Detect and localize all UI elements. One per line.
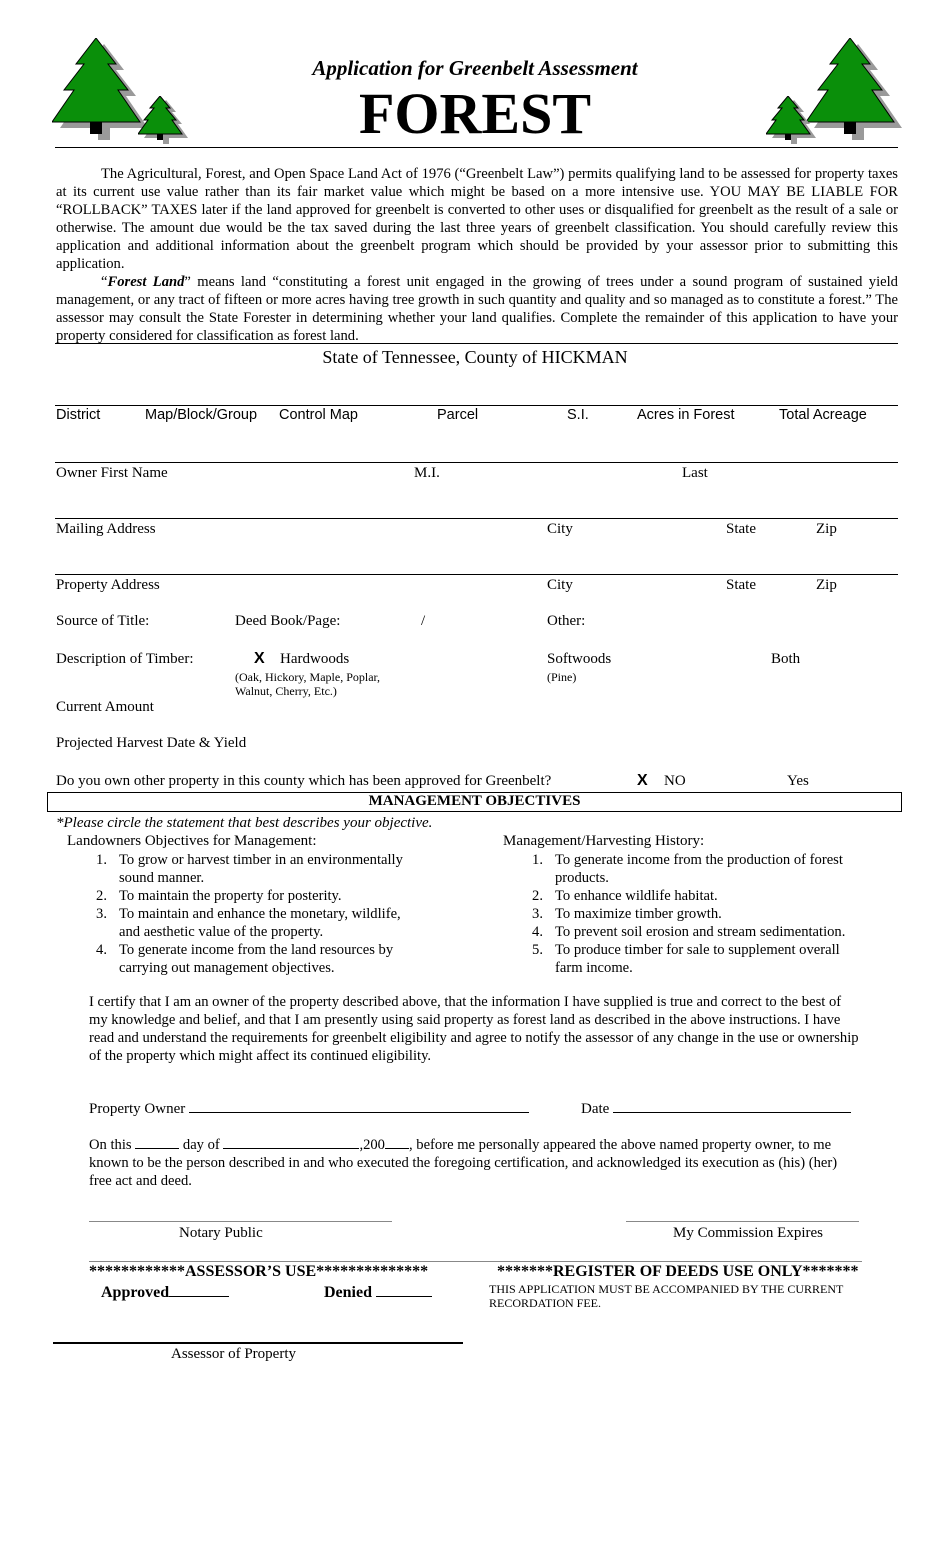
other-label: Other: [547,613,586,629]
property-owner-label: Property Owner [89,1101,186,1117]
parcel-top-line [55,405,898,406]
district-label: District [56,407,101,423]
harvest-objective-3[interactable] [529,905,899,923]
hardwoods-note-line2: Walnut, Cherry, Etc.) [235,684,337,698]
objective-text: To enhance wildlife habitat. [555,888,718,904]
timber-description-label: Description of Timber: [56,651,194,667]
objective-number: 1. [532,852,543,868]
date-signature-row [581,1100,851,1118]
landowner-objectives-title: Landowners Objectives for Management: [67,833,317,849]
notary-year-blank[interactable] [385,1136,409,1149]
notary-year-prefix: ,200 [359,1137,385,1153]
property-zip-label: Zip [816,577,837,593]
intro-p1-text: The Agricultural, Forest, and Open Space Land Act of 1976 (“Greenbelt Law”) permits qualifying land to be assessed for property taxes at its current use value rather than its fair market value which might be based on a more intensive use. YOU MAY BE LIABLE FOR “ROLLBACK” TAXES later if the land approved for greenbelt is converted to other uses or disqualified for greenbelt as the result of a sale or otherwise. The amount due would be the tax saved during the last three years of greenbelt classification. You should carefully review this application and additional information about the greenbelt program which should be provided by your assessor prior to submitting this application. [56,166,898,272]
management-heading: MANAGEMENT OBJECTIVES [368,793,581,809]
objective-number: 2. [532,888,543,904]
intro-p2-open-quote: “ [101,274,108,290]
objective-number: 3. [532,906,543,922]
si-label: S.I. [567,407,589,423]
state-county-heading: State of Tennessee, County of HICKMAN [322,347,628,367]
objective-text-cont: products. [555,870,609,886]
notary-day-of: day of [182,1137,220,1153]
form-title: FOREST [358,81,592,146]
notary-statement: , before me personally appeared the above named property owner, to me known to be the person described in and who executed the foregoing certification, and acknowledged its execution as (his) (her) free act and deed. [89,1137,838,1189]
mailing-zip-label: Zip [816,521,837,537]
notary-public-label: Notary Public [179,1225,263,1241]
softwoods-option[interactable]: Softwoods [547,651,612,667]
owner-mi-label: M.I. [414,465,440,481]
mailing-address-label: Mailing Address [56,521,156,537]
objective-number: 3. [96,906,107,922]
date-signature-line[interactable] [613,1100,851,1113]
hardwoods-note-line1: (Oak, Hickory, Maple, Poplar, [235,670,381,684]
no-option[interactable]: NO [664,773,686,789]
denied-blank[interactable] [376,1282,432,1297]
objective-text: To produce timber for sale to supplement overall [555,942,840,958]
mailing-state-label: State [726,521,756,537]
commission-expires-label: My Commission Expires [673,1225,824,1241]
harvest-objective-1[interactable] [529,851,899,887]
other-property-question: Do you own other property in this county which has been approved for Greenbelt? [56,773,552,789]
objective-text-cont: sound manner. [119,870,205,886]
control-map-label: Control Map [279,407,358,423]
certification-paragraph: I certify that I am an owner of the property described above, that the information I have supplied is true and correct to the best of my knowledge and belief, and that I am presently using said property as forest land as described in the above instructions. I have read and understand the requirements for greenbelt eligibility and agree to notify the assessor of any change in the use or ownership of the property which might affect its continued eligibility. [89,994,859,1064]
intro-paragraph-2 [56,273,898,345]
property-address-label: Property Address [56,577,160,593]
assessor-signature-line[interactable] [53,1342,463,1344]
mailing-top-line [55,518,898,519]
harvest-objective-4[interactable] [529,923,899,941]
hardwoods-check-mark[interactable]: X [254,650,265,667]
landowner-objective-3[interactable] [93,905,453,941]
commission-expires-line[interactable] [626,1221,859,1222]
assessor-use-heading: ************ASSESSOR’S USE************** [89,1263,429,1280]
objective-text: To maintain and enhance the monetary, wildlife, [119,906,401,922]
property-top-line [55,574,898,575]
management-instruction: *Please circle the statement that best describes your objective. [56,815,433,831]
recordation-fee-note-line1: THIS APPLICATION MUST BE ACCOMPANIED BY THE CURRENT [489,1282,844,1296]
yes-option[interactable]: Yes [787,773,809,789]
objective-number: 4. [96,942,107,958]
both-option[interactable]: Both [771,651,801,667]
owner-first-name-label: Owner First Name [56,465,168,481]
intro-divider [55,343,898,344]
owner-top-line [55,462,898,463]
deed-book-page-label: Deed Book/Page: [235,613,341,629]
property-owner-signature-line[interactable] [189,1100,529,1113]
date-label: Date [581,1101,610,1117]
notary-paragraph [89,1136,859,1190]
landowner-objective-1[interactable] [93,851,453,887]
acres-in-forest-label: Acres in Forest [637,407,735,423]
approved-blank[interactable] [169,1282,229,1297]
harvest-date-yield-label: Projected Harvest Date & Yield [56,735,247,751]
objective-text: To grow or harvest timber in an environmentally [119,852,403,868]
objective-number: 2. [96,888,107,904]
deed-slash: / [421,613,426,629]
objective-text-cont: carrying out management objectives. [119,960,335,976]
map-block-group-label: Map/Block/Group [145,407,258,423]
objective-text: To maximize timber growth. [555,906,722,922]
header-divider [55,147,898,148]
property-state-label: State [726,577,756,593]
approved-label: Approved [101,1284,170,1301]
landowner-objectives-list [93,851,453,977]
denied-label: Denied [324,1284,372,1301]
hardwoods-option[interactable]: Hardwoods [280,651,350,667]
recordation-fee-note-line2: RECORDATION FEE. [489,1296,602,1310]
objective-text-cont: farm income. [555,960,633,976]
no-check-mark[interactable]: X [637,772,648,789]
property-owner-signature-row [89,1100,529,1118]
objective-number: 5. [532,942,543,958]
total-acreage-label: Total Acreage [779,407,867,423]
register-of-deeds-heading: *******REGISTER OF DEEDS USE ONLY******* [497,1263,859,1280]
objective-text-cont: and aesthetic value of the property. [119,924,324,940]
harvesting-history-list [529,851,899,977]
parcel-label: Parcel [437,407,479,423]
form-subtitle: Application for Greenbelt Assessment [312,56,638,80]
owner-last-label: Last [682,465,708,481]
intro-p2-text: ” means land “constituting a forest unit engaged in the growing of trees under a sound program of sustained yield management, or any tract of fifteen or more acres having tree growth in such quantity and quality and so managed as to constitute a forest.” The assessor may consult the State Forester in determining whether your land qualifies. Complete the remainder of this application to have your property considered for classification as forest land. [56,274,898,344]
objective-number: 4. [532,924,543,940]
harvesting-history-title: Management/Harvesting History: [503,833,705,849]
approved-row [101,1282,229,1302]
objective-text: To generate income from the production of forest [555,852,843,868]
source-of-title-label: Source of Title: [56,613,150,629]
notary-on-this: On this [89,1137,132,1153]
intro-paragraph-1 [56,165,898,273]
property-city-label: City [547,577,573,593]
harvest-objective-2[interactable] [529,887,899,905]
landowner-objective-4[interactable] [93,941,453,977]
objective-text: To prevent soil erosion and stream sedimentation. [555,924,846,940]
assessor-of-property-label: Assessor of Property [171,1346,296,1362]
notary-day-blank[interactable] [135,1136,179,1149]
forest-land-term: Forest Land [107,274,185,290]
notary-signature-line[interactable] [89,1221,392,1222]
objective-text: To maintain the property for posterity. [119,888,342,904]
notary-month-blank[interactable] [223,1136,359,1149]
current-amount-label: Current Amount [56,699,154,715]
landowner-objective-2[interactable] [93,887,453,905]
official-use-divider [89,1261,862,1262]
harvest-objective-5[interactable] [529,941,899,977]
objective-text: To generate income from the land resources by [119,942,394,958]
denied-row [324,1282,432,1302]
objective-number: 1. [96,852,107,868]
mailing-city-label: City [547,521,573,537]
softwoods-note: (Pine) [547,670,577,684]
